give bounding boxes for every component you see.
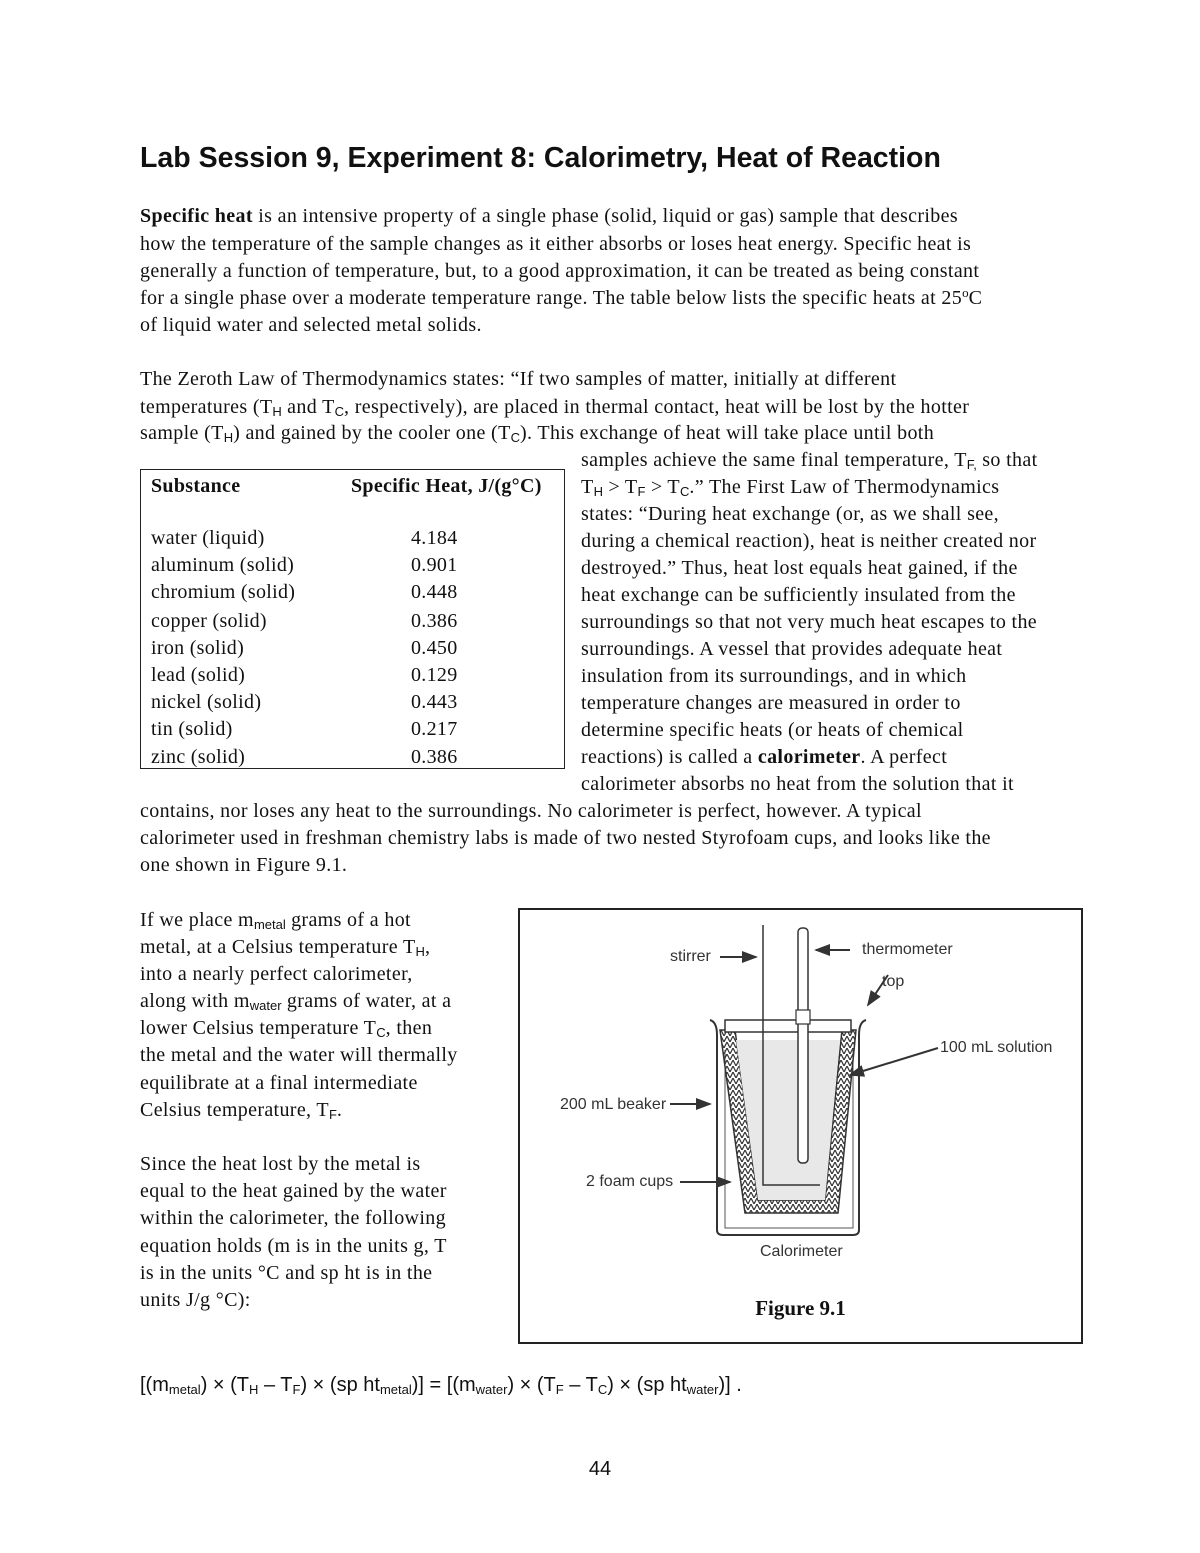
text-line bbox=[140, 1261, 432, 1285]
subscript: water bbox=[686, 1382, 719, 1397]
text-run: The Zeroth Law of Thermodynamics states: “If two samples of matter, initially at different bbox=[140, 368, 897, 390]
subscript: water bbox=[475, 1382, 508, 1397]
superscript: o bbox=[962, 285, 969, 300]
text-line bbox=[581, 745, 947, 769]
text-run: into a nearly perfect calorimeter, bbox=[140, 963, 413, 985]
text-run: grams of water, at a bbox=[281, 990, 452, 1012]
text-run: temperature changes are measured in order to bbox=[581, 692, 961, 714]
text-line bbox=[140, 908, 411, 932]
text-run: C bbox=[968, 287, 983, 309]
text-run: samples achieve the same final temperature, T bbox=[581, 449, 967, 471]
text-run: .” The First Law of Thermodynamics bbox=[689, 476, 1000, 498]
table-cell-value: 0.450 bbox=[411, 637, 458, 659]
text-line bbox=[140, 421, 934, 445]
text-line bbox=[140, 962, 413, 986]
text-line bbox=[140, 1098, 342, 1122]
text-line bbox=[581, 583, 1016, 607]
subscript: F bbox=[292, 1382, 301, 1397]
figure-caption: Figure 9.1 bbox=[755, 1296, 846, 1320]
text-run: surroundings. A vessel that provides adequate heat bbox=[581, 638, 1003, 660]
subscript: H bbox=[272, 404, 282, 419]
text-run: . A perfect bbox=[860, 746, 948, 768]
text-run: grams of a hot bbox=[285, 909, 411, 931]
text-run: calorimeter absorbs no heat from the solution that it bbox=[581, 773, 1014, 795]
subscript: C bbox=[680, 484, 690, 499]
text-line bbox=[140, 1206, 446, 1230]
text-run: ). This exchange of heat will take place until both bbox=[520, 422, 935, 444]
text-run: T bbox=[581, 476, 594, 498]
subscript: water bbox=[249, 998, 282, 1013]
subscript: C bbox=[597, 1382, 608, 1397]
subscript: F bbox=[328, 1107, 337, 1122]
text-line bbox=[581, 475, 999, 499]
text-run: ) × (T bbox=[507, 1374, 556, 1396]
text-line bbox=[140, 1179, 447, 1203]
text-run: states: “During heat exchange (or, as we shall see, bbox=[581, 503, 1000, 525]
text-line bbox=[140, 853, 347, 877]
text-run: sample (T bbox=[140, 422, 224, 444]
text-line bbox=[140, 1043, 458, 1067]
subscript: H bbox=[593, 484, 603, 499]
figure-9-1 bbox=[518, 908, 1083, 1344]
text-run: > T bbox=[602, 476, 638, 498]
text-line bbox=[581, 637, 1002, 661]
text-run: )] . bbox=[718, 1374, 742, 1396]
subscript: C bbox=[376, 1025, 386, 1040]
text-line bbox=[140, 367, 896, 391]
table-cell-value: 0.129 bbox=[411, 664, 458, 686]
text-line bbox=[140, 1152, 421, 1176]
text-run: equilibrate at a final intermediate bbox=[140, 1072, 418, 1094]
label-beaker: 200 mL beaker bbox=[560, 1096, 667, 1113]
subscript: metal bbox=[253, 917, 286, 932]
subscript: metal bbox=[379, 1382, 412, 1397]
text-line bbox=[140, 204, 958, 228]
text-run: , respectively), are placed in thermal contact, heat will be lost by the hotter bbox=[344, 396, 970, 418]
text-line bbox=[581, 610, 1037, 634]
page-number: 44 bbox=[588, 1458, 612, 1480]
text-line bbox=[581, 664, 967, 688]
page-title: Lab Session 9, Experiment 8: Calorimetry, Heat of Reaction bbox=[140, 142, 941, 174]
text-run: is in the units °C and sp ht is in the bbox=[140, 1262, 433, 1284]
lid bbox=[725, 1020, 851, 1032]
text-line bbox=[140, 313, 482, 337]
table-cell-value: 0.448 bbox=[411, 581, 458, 603]
text-run: how the temperature of the sample changes as it either absorbs or loses heat energy. Specific heat is bbox=[140, 233, 972, 255]
text-run: , bbox=[424, 936, 431, 958]
text-line bbox=[140, 935, 430, 959]
text-run: ) × (T bbox=[200, 1374, 250, 1396]
text-line bbox=[140, 232, 971, 256]
table-header-substance: Substance bbox=[151, 475, 241, 497]
text-run: Celsius temperature, T bbox=[140, 1099, 329, 1121]
subscript: F bbox=[637, 484, 646, 499]
text-run: during a chemical reaction), heat is neither created nor bbox=[581, 530, 1037, 552]
text-run: > T bbox=[645, 476, 681, 498]
text-run: , then bbox=[385, 1017, 433, 1039]
text-line bbox=[140, 989, 451, 1013]
text-run: metal, at a Celsius temperature T bbox=[140, 936, 416, 958]
text-run: within the calorimeter, the following bbox=[140, 1207, 446, 1229]
table-cell-substance: zinc (solid) bbox=[151, 746, 246, 768]
table-cell-value: 0.386 bbox=[411, 610, 458, 632]
text-line bbox=[140, 1071, 418, 1095]
text-line bbox=[581, 718, 964, 742]
text-run: heat exchange can be sufficiently insulated from the bbox=[581, 584, 1016, 606]
text-run: lower Celsius temperature T bbox=[140, 1017, 377, 1039]
text-line bbox=[140, 1288, 251, 1312]
thermometer-tube bbox=[798, 928, 808, 1163]
subscript: metal bbox=[168, 1382, 201, 1397]
label-thermometer: thermometer bbox=[862, 941, 953, 958]
text-run: ) × (sp ht bbox=[300, 1374, 380, 1396]
text-line bbox=[581, 448, 1037, 472]
specific-heat-table bbox=[140, 469, 565, 769]
text-run: calorimeter used in freshman chemistry labs is made of two nested Styrofoam cups, and looks like the bbox=[140, 827, 991, 849]
text-run: along with m bbox=[140, 990, 250, 1012]
text-run: insulation from its surroundings, and in which bbox=[581, 665, 967, 687]
text-run: so that bbox=[976, 449, 1038, 471]
text-line bbox=[581, 772, 1014, 796]
table-cell-value: 0.901 bbox=[411, 554, 458, 576]
text-run: ) and gained by the cooler one (T bbox=[233, 422, 511, 444]
text-run: for a single phase over a moderate temperature range. The table below lists the specific heats at 25 bbox=[140, 287, 963, 309]
subscript: H bbox=[249, 1382, 259, 1397]
text-run: temperatures (T bbox=[140, 396, 273, 418]
subscript: C bbox=[334, 404, 345, 419]
text-line bbox=[140, 395, 969, 419]
label-cups: 2 foam cups bbox=[586, 1173, 674, 1190]
text-line bbox=[581, 691, 961, 715]
text-run: reactions) is called a bbox=[581, 746, 758, 768]
text-run: the metal and the water will thermally bbox=[140, 1044, 458, 1066]
text-line bbox=[140, 286, 982, 310]
text-line bbox=[140, 1234, 447, 1258]
text-run: ) × (sp ht bbox=[607, 1374, 687, 1396]
text-run: of liquid water and selected metal solids. bbox=[140, 314, 482, 336]
text-line bbox=[140, 1016, 432, 1040]
table-cell-value: 4.184 bbox=[411, 527, 458, 549]
bold-term: Specific heat bbox=[140, 205, 253, 227]
text-run: and T bbox=[281, 396, 335, 418]
table-cell-value: 0.443 bbox=[411, 691, 458, 713]
label-solution: 100 mL solution bbox=[940, 1039, 1053, 1056]
text-run: generally a function of temperature, but, to a good approximation, it can be treated as being constant bbox=[140, 260, 980, 282]
text-run: If we place m bbox=[140, 909, 254, 931]
bold-term: calorimeter bbox=[757, 746, 861, 768]
text-run: Since the heat lost by the metal is bbox=[140, 1153, 421, 1175]
text-run: one shown in Figure 9.1. bbox=[140, 854, 348, 876]
table-cell-value: 0.217 bbox=[411, 718, 458, 740]
text-run: units J/g °C): bbox=[140, 1289, 251, 1311]
table-header-specific-heat: Specific Heat, J/(g°C) bbox=[351, 475, 542, 497]
text-line bbox=[140, 826, 991, 850]
text-line bbox=[140, 799, 922, 823]
text-line bbox=[581, 502, 999, 526]
text-run: – T bbox=[563, 1374, 598, 1396]
label-top: top bbox=[882, 973, 905, 990]
text-line bbox=[581, 556, 1018, 580]
text-run: equation holds (m is in the units g, T bbox=[140, 1235, 447, 1257]
text-run: is an intensive property of a single phase (solid, liquid or gas) sample that describes bbox=[252, 205, 958, 227]
text-run: destroyed.” Thus, heat lost equals heat gained, if the bbox=[581, 557, 1018, 579]
text-run: equal to the heat gained by the water bbox=[140, 1180, 447, 1202]
table-cell-substance: iron (solid) bbox=[151, 637, 245, 659]
text-line bbox=[581, 529, 1037, 553]
text-run: surroundings so that not very much heat escapes to the bbox=[581, 611, 1038, 633]
text-run: determine specific heats (or heats of chemical bbox=[581, 719, 964, 741]
heat-balance-equation bbox=[140, 1374, 742, 1397]
subscript: C bbox=[510, 430, 521, 445]
label-calorimeter: Calorimeter bbox=[760, 1243, 843, 1260]
table-cell-substance: copper (solid) bbox=[151, 610, 267, 632]
subscript: F, bbox=[966, 457, 977, 472]
text-run: )] = [(m bbox=[411, 1374, 476, 1396]
table-cell-substance: water (liquid) bbox=[151, 527, 265, 549]
label-stirrer: stirrer bbox=[670, 948, 711, 965]
table-cell-substance: lead (solid) bbox=[151, 664, 246, 686]
table-cell-substance: aluminum (solid) bbox=[151, 554, 295, 576]
text-run: – T bbox=[258, 1374, 293, 1396]
subscript: H bbox=[223, 430, 234, 445]
table-cell-substance: tin (solid) bbox=[151, 718, 233, 740]
text-line bbox=[140, 259, 979, 283]
subscript: H bbox=[415, 944, 425, 959]
table-cell-substance: nickel (solid) bbox=[151, 691, 262, 713]
text-run: [(m bbox=[140, 1374, 169, 1396]
table-cell-substance: chromium (solid) bbox=[151, 581, 296, 603]
text-run: contains, nor loses any heat to the surroundings. No calorimeter is perfect, however. A typical bbox=[140, 800, 922, 822]
subscript: F bbox=[555, 1382, 564, 1397]
table-cell-value: 0.386 bbox=[411, 746, 458, 768]
text-run: . bbox=[336, 1099, 343, 1121]
